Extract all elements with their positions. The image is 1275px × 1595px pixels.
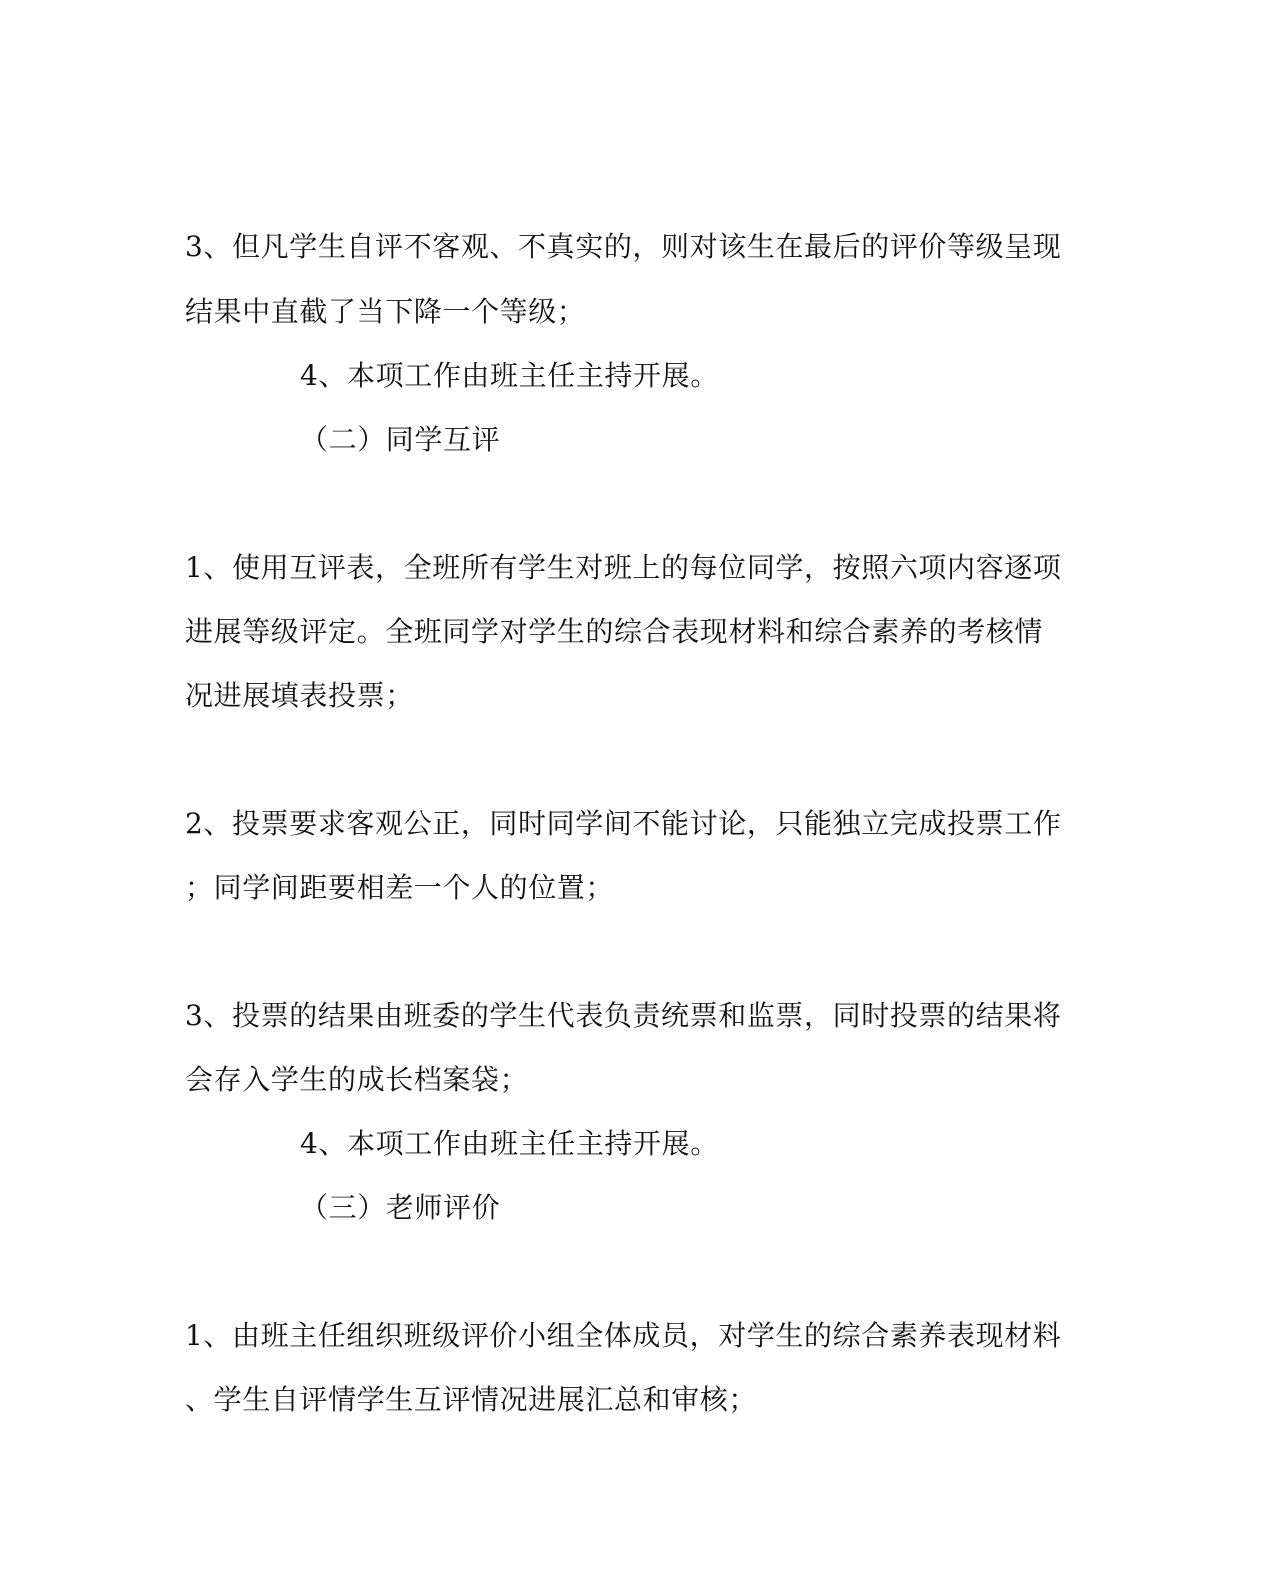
paragraph-line: 、学生自评情学生互评情况进展汇总和审核； xyxy=(185,1383,758,1416)
paragraph-line: 4、本项工作由班主任主持开展。 xyxy=(300,359,719,392)
paragraph-line: 况进展填表投票； xyxy=(185,679,414,712)
paragraph-line: 结果中直截了当下降一个等级； xyxy=(185,295,586,328)
paragraph-line: 进展等级评定。全班同学对学生的综合表现材料和综合素养的考核情 xyxy=(185,615,1044,648)
paragraph-line: 2、投票要求客观公正，同时同学间不能讨论，只能独立完成投票工作 xyxy=(185,807,1062,840)
paragraph-line: 1、由班主任组织班级评价小组全体成员，对学生的综合素养表现材料 xyxy=(185,1319,1062,1352)
section-heading: （三）老师评价 xyxy=(300,1191,501,1224)
paragraph-line: 1、使用互评表，全班所有学生对班上的每位同学，按照六项内容逐项 xyxy=(185,551,1062,584)
paragraph-line: 3、但凡学生自评不客观、不真实的，则对该生在最后的评价等级呈现 xyxy=(185,230,1062,263)
section-heading: （二）同学互评 xyxy=(300,423,501,456)
paragraph-line: ；同学间距要相差一个人的位置； xyxy=(185,871,615,904)
paragraph-line: 会存入学生的成长档案袋； xyxy=(185,1063,529,1096)
paragraph-line: 3、投票的结果由班委的学生代表负责统票和监票，同时投票的结果将 xyxy=(185,999,1062,1032)
paragraph-line: 4、本项工作由班主任主持开展。 xyxy=(300,1127,719,1160)
